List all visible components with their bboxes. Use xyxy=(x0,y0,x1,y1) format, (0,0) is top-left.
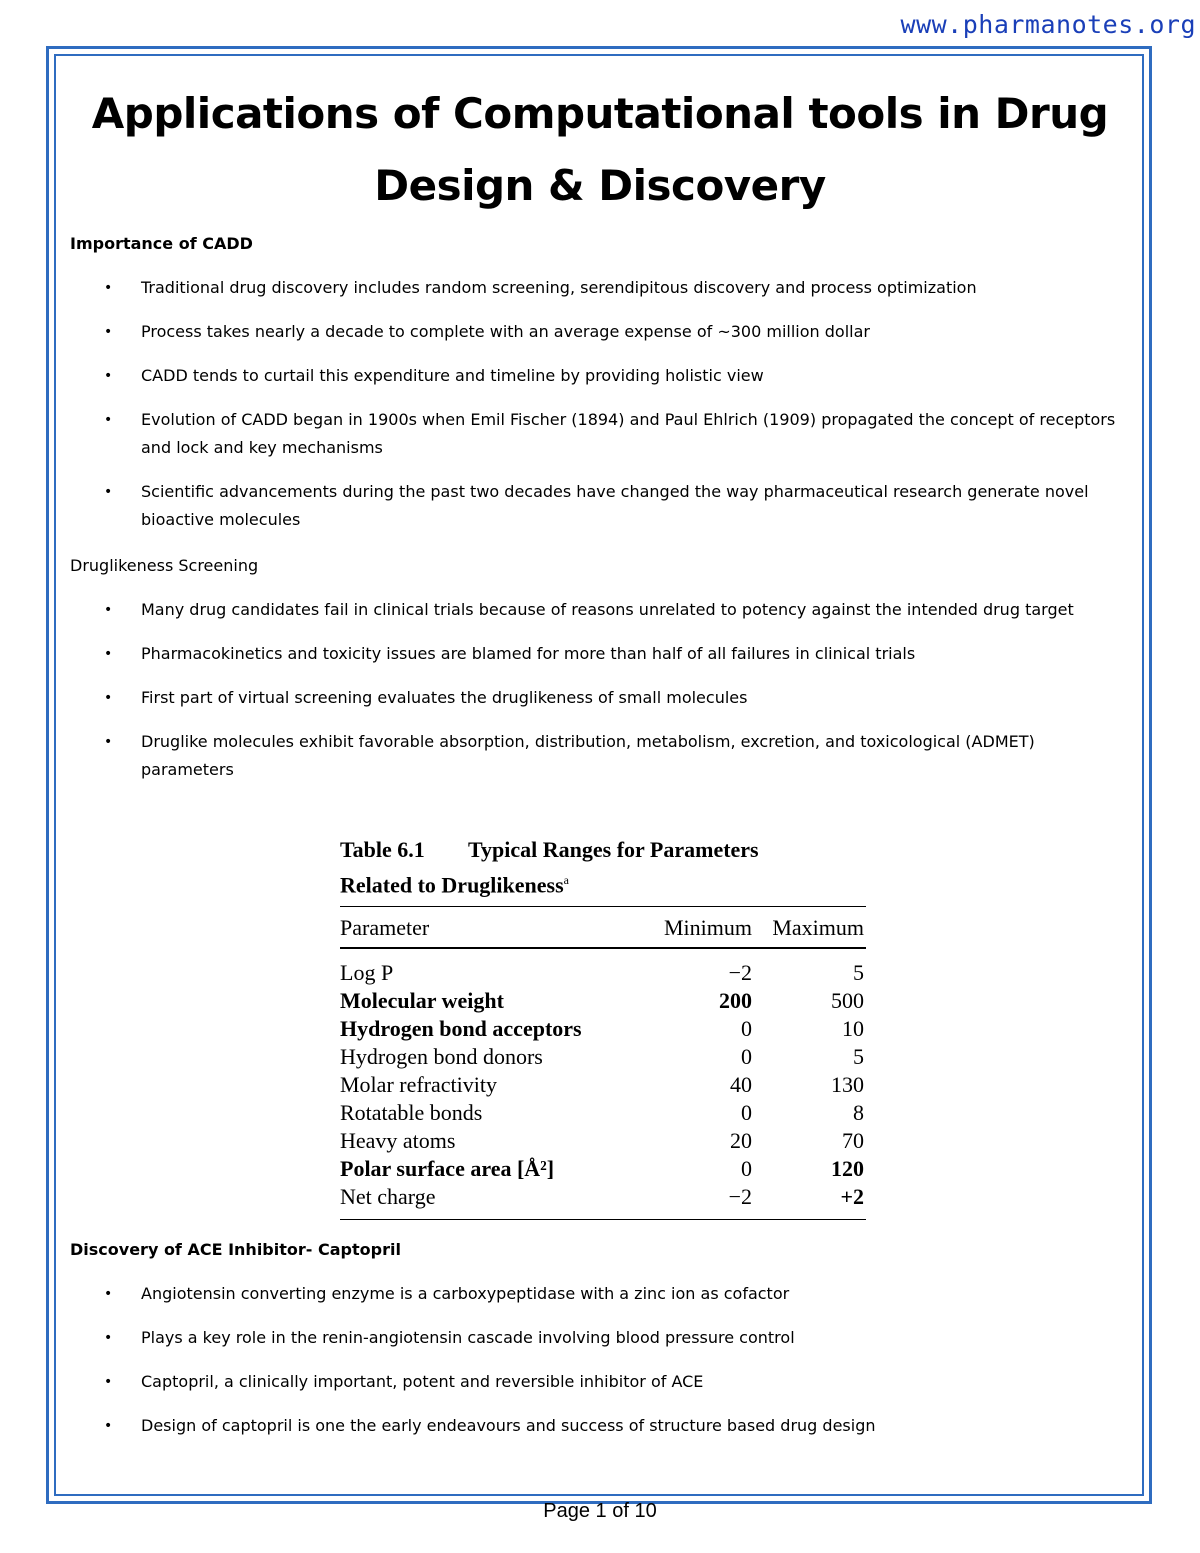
list-item: • First part of virtual screening evaluates the druglikeness of small molecules xyxy=(100,684,1130,712)
parameter-table xyxy=(340,906,866,1220)
cell-parameter: Polar surface area [Å²] xyxy=(340,1156,555,1182)
table-row xyxy=(340,1183,866,1220)
table-row xyxy=(340,1071,866,1099)
cell-maximum: +2 xyxy=(752,1183,866,1220)
list-item: • Traditional drug discovery includes random screening, serendipitous discovery and process optimization xyxy=(100,274,1130,302)
list-item: • Captopril, a clinically important, potent and reversible inhibitor of ACE xyxy=(100,1368,1130,1396)
list-item: • Plays a key role in the renin-angiotensin cascade involving blood pressure control xyxy=(100,1324,1130,1352)
page-title-line-1: Applications of Computational tools in Drug xyxy=(91,89,1109,138)
col-header-parameter: Parameter xyxy=(340,907,652,949)
list-item: • Evolution of CADD began in 1900s when Emil Fischer (1894) and Paul Ehlrich (1909) propagated the concept of receptors and lock and key mechanisms xyxy=(100,406,1130,462)
cell-parameter: Heavy atoms xyxy=(340,1128,456,1154)
cell-parameter: Hydrogen bond acceptors xyxy=(340,1016,582,1042)
table-row xyxy=(340,948,866,987)
cell-maximum: 120 xyxy=(831,1156,864,1182)
table-title-line-2: Related to Druglikeness xyxy=(340,872,564,898)
list-importance-cadd xyxy=(100,274,1130,550)
list-item: • Design of captopril is one the early endeavours and success of structure based drug design xyxy=(100,1412,1130,1440)
table-row xyxy=(340,1155,866,1183)
cell-minimum: −2 xyxy=(728,960,752,986)
cell-minimum: 200 xyxy=(719,988,752,1014)
heading-druglikeness-screening: Druglikeness Screening xyxy=(70,556,259,575)
list-item: • Druglike molecules exhibit favorable absorption, distribution, metabolism, excretion, and toxicological (ADMET) parameters xyxy=(100,728,1130,784)
cell-minimum: 0 xyxy=(741,1100,752,1126)
cell-minimum: 0 xyxy=(741,1044,752,1070)
list-item: • Process takes nearly a decade to complete with an average expense of ~300 million dollar xyxy=(100,318,1130,346)
page-title-line-2: Design & Discovery xyxy=(374,161,826,210)
page-number: Page 1 of 10 xyxy=(543,1500,657,1522)
cell-parameter: Log P xyxy=(340,960,394,986)
cell-parameter: Rotatable bonds xyxy=(340,1100,483,1126)
cell-parameter: Molecular weight xyxy=(340,988,504,1014)
list-item: • Many drug candidates fail in clinical trials because of reasons unrelated to potency against the intended drug target xyxy=(100,596,1130,624)
list-ace-inhibitor xyxy=(100,1280,1130,1456)
cell-maximum: 130 xyxy=(831,1072,864,1098)
druglikeness-table xyxy=(340,835,866,1220)
cell-minimum: 0 xyxy=(741,1016,752,1042)
heading-importance-cadd: Importance of CADD xyxy=(70,234,253,253)
cell-maximum: 500 xyxy=(831,988,864,1014)
table-row xyxy=(340,1043,866,1071)
cell-maximum: 10 xyxy=(842,1016,864,1042)
list-druglikeness xyxy=(100,596,1130,800)
col-header-minimum: Minimum xyxy=(652,907,752,949)
table-row xyxy=(340,1099,866,1127)
table-row xyxy=(340,1127,866,1155)
cell-minimum: 40 xyxy=(730,1072,752,1098)
table-row xyxy=(340,987,866,1015)
list-item: • Pharmacokinetics and toxicity issues are blamed for more than half of all failures in clinical trials xyxy=(100,640,1130,668)
table-row xyxy=(340,1015,866,1043)
cell-parameter: Hydrogen bond donors xyxy=(340,1044,543,1070)
table-title-line-1: Typical Ranges for Parameters xyxy=(468,837,759,862)
cell-minimum: 20 xyxy=(730,1128,752,1154)
cell-minimum: 0 xyxy=(741,1156,752,1182)
table-caption xyxy=(340,835,866,900)
list-item: • Scientific advancements during the past two decades have changed the way pharmaceutical research generate novel bioactive molecules xyxy=(100,478,1130,534)
cell-maximum: 5 xyxy=(853,1044,864,1070)
cell-maximum: 70 xyxy=(842,1128,864,1154)
cell-maximum: 8 xyxy=(853,1100,864,1126)
cell-minimum: −2 xyxy=(652,1183,752,1220)
list-item: • Angiotensin converting enzyme is a carboxypeptidase with a zinc ion as cofactor xyxy=(100,1280,1130,1308)
col-header-maximum: Maximum xyxy=(752,907,866,949)
cell-parameter: Molar refractivity xyxy=(340,1072,497,1098)
table-label: Table 6.1 xyxy=(340,837,425,862)
list-item: • CADD tends to curtail this expenditure and timeline by providing holistic view xyxy=(100,362,1130,390)
table-title-footnote-mark: a xyxy=(563,873,569,887)
cell-maximum: 5 xyxy=(853,960,864,986)
cell-parameter: Net charge xyxy=(340,1183,652,1220)
page-title xyxy=(60,78,1140,222)
watermark-url: www.pharmanotes.org xyxy=(900,10,1196,39)
heading-ace-inhibitor: Discovery of ACE Inhibitor- Captopril xyxy=(70,1240,401,1259)
